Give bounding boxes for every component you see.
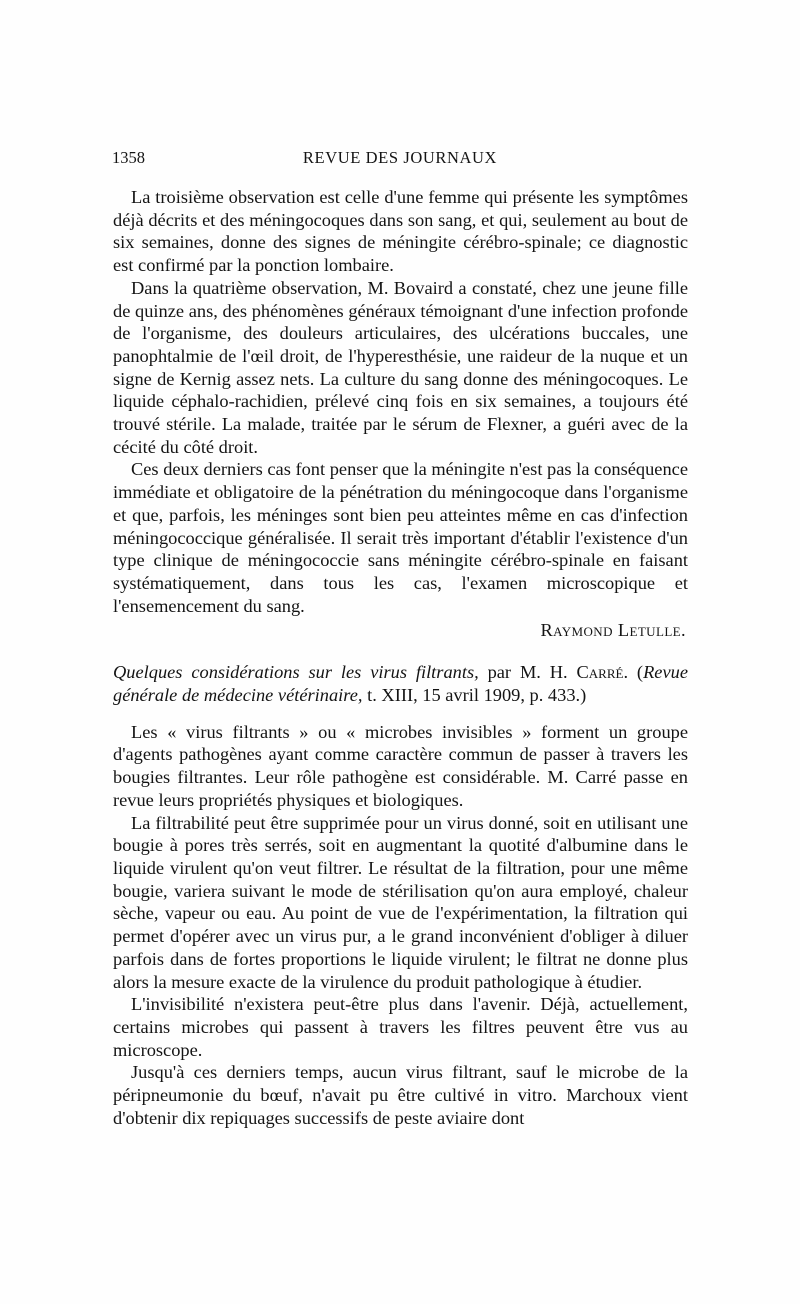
author-signature [113, 619, 688, 655]
paragraph-culture: Jusqu'à ces derniers temps, aucun virus filtrant, sauf le microbe de la péripneumonie du bœuf, n'avait pu être cultivé in vitro. Marchoux vient d'obtenir dix repiquages successifs de peste aviaire dont [113, 1062, 688, 1128]
article-body [113, 186, 688, 1129]
running-head [112, 148, 688, 172]
page-number: 1358 [112, 148, 145, 167]
citation-author: M. H. Carré. [519, 662, 629, 683]
citation-details: t. XIII, 15 avril 1909, p. 433.) [362, 685, 587, 706]
paragraph-invisibilite: L'invisibilité n'existera peut-être plus dans l'avenir. Déjà, actuellement, certains microbes qui passent à travers les filtres peuvent être vus au microscope. [113, 994, 688, 1060]
article-citation [113, 661, 688, 706]
citation-by: par [478, 662, 520, 683]
journal-title: REVUE DES JOURNAUX [302, 148, 498, 167]
citation-title: Quelques considérations sur les virus filtrants, [113, 662, 479, 683]
paragraph-conclusion: Ces deux derniers cas font penser que la méningite n'est pas la conséquence immédiate et obligatoire de la pénétration du méningocoque dans l'organisme et que, parfois, les méninges sont bien peu atteintes même en cas d'infection méningococcique généralisée. Il serait très important d'établir l'existence d'un type clinique de méningococcie sans méningite cérébro-spinale en faisant systématiquement, dans tous les cas, l'examen microscopique et l'ensemencement du sang. [113, 459, 688, 616]
citation-paren: ( [628, 662, 644, 683]
signature-text: Raymond Letulle. [540, 620, 686, 641]
citation-line [113, 661, 688, 706]
paragraph-third-observation: La troisième observation est celle d'une femme qui présente les symptômes déjà décrits et des méningocoques dans son sang, et qui, seulement au bout de six semaines, donne des signes de méningite cérébro-spinale; ce diagnostic est confirmé par la ponction lombaire. [113, 187, 688, 276]
citation-journal: Revue générale de médecine vétérinaire, [113, 662, 688, 706]
paragraph-filtrabilite: La filtrabilité peut être supprimée pour un virus donné, soit en utilisant une bougie à pores très serrés, soit en augmentant la quotité d'albumine dans le liquide virulent qu'on veut filtrer. Le résultat de la filtration, pour une même bougie, variera suivant le mode de stérilisation qu'on aura employé, chaleur sèche, vapeur ou eau. Au point de vue de l'expérimentation, la filtration qui permet d'opérer avec un virus pur, a le grand inconvénient d'obliger à diluer parfois dans de fortes proportions le liquide virulent; le filtrat ne donne plus alors la mesure exacte de la virulence du produit pathologique à étudier. [113, 812, 688, 992]
section-gap [113, 707, 688, 721]
paragraph-fourth-observation: Dans la quatrième observation, M. Bovaird a constaté, chez une jeune fille de quinze ans, des phénomènes généraux témoignant d'une infection profonde de l'organisme, des douleurs articulaires, des ulcérations buccales, une panophtalmie de l'œil droit, de l'hyperesthésie, une raideur de la nuque et un signe de Kernig assez nets. La culture du sang donne des méningocoques. Le liquide céphalo-rachidien, prélevé cinq fois en six semaines, a toujours été trouvé stérile. La malade, traitée par le sérum de Flexner, a guéri avec de la cécité du côté droit. [113, 277, 688, 457]
paragraph-virus-filtrants: Les « virus filtrants » ou « microbes invisibles » forment un groupe d'agents pathogènes ayant comme caractère commun de passer à travers les bougies filtrantes. Leur rôle pathogène est considérable. M. Carré passe en revue leurs propriétés physiques et biologiques. [113, 721, 688, 810]
